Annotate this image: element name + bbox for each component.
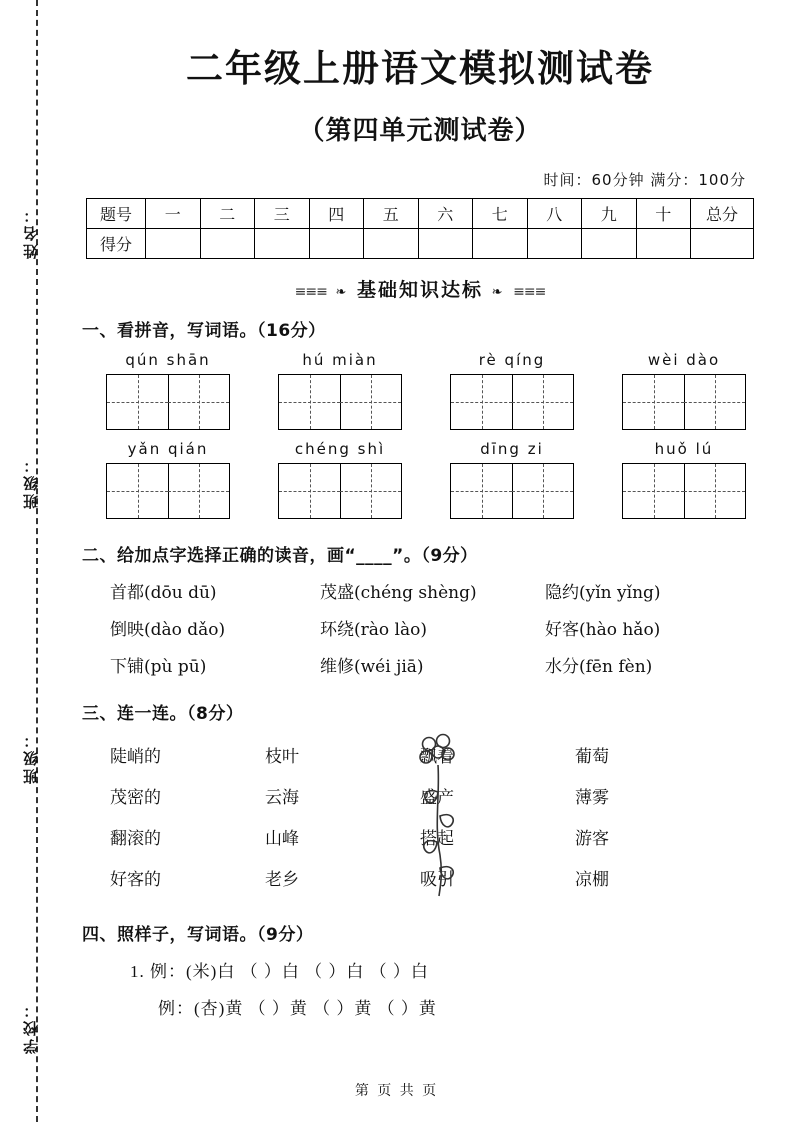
page-title: 二年级上册语文模拟测试卷 [186,47,654,90]
score-header-3: 三 [255,199,310,229]
reading-row-1 [110,578,770,603]
reading-row-2 [110,615,770,640]
pinyin-cell [278,351,402,430]
table-row [87,229,754,259]
score-cell-4[interactable] [309,229,364,259]
match-item[interactable]: 好客的 [110,870,161,889]
score-cell-8[interactable] [527,229,582,259]
section-banner [70,275,770,302]
question-3-title: 三、连一连。（8分） [82,704,244,724]
tianzige-box[interactable] [278,374,402,430]
score-header-4: 四 [309,199,364,229]
pinyin-label: wèi dào [647,351,721,369]
example-line-1[interactable]: 1. 例：(米)白 （ ）白 （ ）白 （ ）白 [130,962,429,981]
table-row [87,199,754,229]
score-cell-5[interactable] [364,229,419,259]
side-label-school: 学校： [22,1000,40,1054]
score-header-6: 六 [418,199,473,229]
match-column-2 [265,736,420,900]
pinyin-cell [106,351,230,430]
matching-area [110,736,770,900]
flower-decoration-icon [410,730,470,900]
banner-left-deco: ≡≡≡ [294,284,327,300]
reading-item[interactable]: 水分(fēn fèn) [545,657,653,677]
match-item[interactable]: 凉棚 [575,870,609,889]
pinyin-label: huǒ lú [654,440,714,458]
match-item[interactable]: 葡萄 [575,747,609,766]
pinyin-label: yǎn qián [127,440,209,458]
question-4-title: 四、照样子，写词语。（9分） [82,925,314,945]
side-label-group [12,0,54,1122]
tianzige-box[interactable] [622,463,746,519]
score-cell-1[interactable] [146,229,201,259]
score-cell-2[interactable] [200,229,255,259]
tianzige-box[interactable] [278,463,402,519]
pinyin-cell [278,440,402,519]
reading-row-3 [110,652,770,677]
pinyin-cell [622,351,746,430]
score-cell-10[interactable] [636,229,691,259]
score-table [86,198,754,259]
match-item[interactable]: 山峰 [265,829,299,848]
reading-item[interactable]: 维修(wéi jiā) [320,657,424,677]
question-1-title: 一、看拼音，写词语。（16分） [82,321,326,341]
reading-item[interactable]: 下铺(pù pū) [110,657,207,677]
match-item[interactable]: 老乡 [265,870,299,889]
reading-item[interactable]: 好客(hào hǎo) [545,620,661,640]
score-header-9: 九 [582,199,637,229]
pinyin-row-2 [106,440,746,519]
match-item[interactable]: 盛产 [420,788,454,807]
match-item[interactable]: 薄雾 [575,788,609,807]
match-item[interactable]: 搭起 [420,829,454,848]
pinyin-label: hú miàn [302,351,378,369]
match-item[interactable]: 吸引 [420,870,454,889]
tianzige-box[interactable] [450,374,574,430]
side-label-class-2: 班级： [22,730,40,784]
page-subtitle: （第四单元测试卷） [298,116,542,146]
exam-meta: 时间：60分钟 满分：100分 [543,171,746,189]
score-header-total: 总分 [691,199,754,229]
reading-item[interactable]: 隐约(yǐn yǐng) [545,583,661,603]
match-item[interactable]: 茂密的 [110,788,161,807]
score-header-7: 七 [473,199,528,229]
side-label-name: 姓名： [22,205,40,259]
reading-item[interactable]: 茂盛(chéng shèng) [320,583,477,603]
pinyin-label: qún shān [125,351,211,369]
score-cell-6[interactable] [418,229,473,259]
match-item[interactable]: 游客 [575,829,609,848]
score-cell-9[interactable] [582,229,637,259]
match-column-4 [575,736,730,900]
question-2-title: 二、给加点字选择正确的读音，画“____”。（9分） [82,546,478,566]
pinyin-label: dīng zi [480,440,544,458]
pinyin-cell [106,440,230,519]
leaf-icon-left: ❧ [335,285,349,300]
pinyin-label: chéng shì [294,440,386,458]
match-item[interactable]: 飘着 [420,747,454,766]
match-item[interactable]: 枝叶 [265,747,299,766]
tianzige-box[interactable] [450,463,574,519]
score-row-label: 得分 [87,229,146,259]
score-header-1: 一 [146,199,201,229]
tianzige-box[interactable] [622,374,746,430]
score-header-5: 五 [364,199,419,229]
match-item[interactable]: 翻滚的 [110,829,161,848]
pinyin-label: rè qíng [478,351,546,369]
match-column-1 [110,736,265,900]
score-header-10: 十 [636,199,691,229]
pinyin-cell [450,351,574,430]
match-item[interactable]: 陡峭的 [110,747,161,766]
score-header-8: 八 [527,199,582,229]
tianzige-box[interactable] [106,374,230,430]
score-cell-total[interactable] [691,229,754,259]
banner-text: 基础知识达标 [356,279,483,301]
page-content [70,0,770,1122]
score-cell-3[interactable] [255,229,310,259]
pinyin-cell [622,440,746,519]
reading-item[interactable]: 环绕(rào lào) [320,620,427,640]
leaf-icon-right: ❧ [491,285,505,300]
pinyin-row-1 [106,351,746,430]
page-footer: 第 页 共 页 [354,1083,439,1099]
banner-right-deco: ≡≡≡ [513,284,546,300]
score-header-2: 二 [200,199,255,229]
match-item[interactable]: 云海 [265,788,299,807]
score-cell-7[interactable] [473,229,528,259]
reading-item[interactable]: 倒映(dào dǎo) [110,620,226,640]
pinyin-cell [450,440,574,519]
tianzige-box[interactable] [106,463,230,519]
side-label-class-1: 班级： [22,455,40,509]
score-header-label: 题号 [87,199,146,229]
example-line-2[interactable]: 例：(杏)黄 （ ）黄 （ ）黄 （ ）黄 [158,999,437,1018]
reading-item[interactable]: 首都(dōu dū) [110,583,217,603]
